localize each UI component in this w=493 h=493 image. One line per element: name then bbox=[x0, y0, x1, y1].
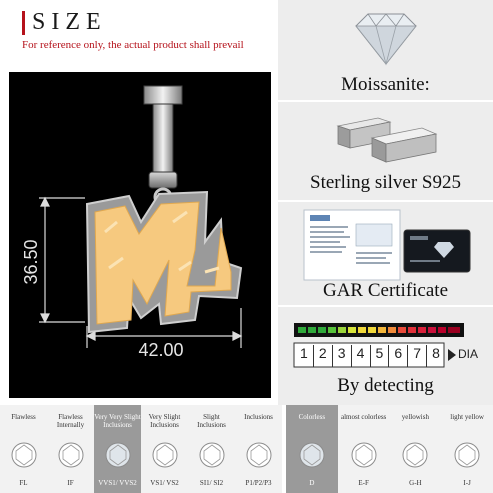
color-grade-title: Colorless bbox=[298, 413, 326, 421]
pendant-illustration bbox=[9, 72, 271, 398]
clarity-title: Slight Inclusions bbox=[197, 413, 226, 429]
features-column bbox=[278, 0, 493, 405]
tester-scale-mark: 5 bbox=[371, 345, 390, 367]
feature-label: Sterling silver S925 bbox=[310, 172, 461, 193]
pendant-body bbox=[87, 192, 241, 332]
height-dimension-label: 36.50 bbox=[21, 239, 41, 285]
color-grade-grade: I-J bbox=[463, 479, 471, 487]
tester-scale-mark: 6 bbox=[389, 345, 408, 367]
tester-scale-mark: 4 bbox=[352, 345, 371, 367]
tester-scale bbox=[295, 345, 445, 367]
tester-scale-mark: 8 bbox=[432, 345, 440, 361]
page-subtitle: For reference only, the actual product shall prevail bbox=[22, 39, 244, 51]
feature-silver bbox=[278, 102, 493, 200]
clarity-grade: IF bbox=[67, 479, 74, 487]
feature-tester bbox=[278, 307, 493, 405]
clarity-column bbox=[188, 405, 235, 493]
diamond-icon bbox=[346, 8, 426, 68]
certificate-icon bbox=[298, 208, 474, 282]
silver-bars-icon bbox=[326, 108, 446, 164]
clarity-grade: VS1/ VS2 bbox=[150, 479, 179, 487]
clarity-title: Very Very Slight Inclusions bbox=[94, 413, 141, 429]
pendant-bail bbox=[144, 86, 182, 205]
tester-led-bar bbox=[298, 327, 460, 333]
tester-scale-mark: 7 bbox=[408, 345, 427, 367]
diamond-top-icon bbox=[104, 441, 132, 469]
clarity-grade: VVS1/ VVS2 bbox=[98, 479, 137, 487]
clarity-grade: FL bbox=[19, 479, 28, 487]
diamond-top-icon bbox=[453, 441, 481, 469]
clarity-column bbox=[235, 405, 282, 493]
clarity-title: Flawless bbox=[11, 413, 36, 421]
product-image bbox=[9, 72, 271, 398]
color-grade-scale bbox=[286, 405, 493, 493]
diamond-top-icon bbox=[245, 441, 273, 469]
feature-certificate bbox=[278, 202, 493, 305]
clarity-title: Inclusions bbox=[244, 413, 273, 421]
clarity-column bbox=[141, 405, 188, 493]
clarity-title: Very Slight Inclusions bbox=[148, 413, 181, 429]
clarity-title: Flawless Internally bbox=[56, 413, 85, 429]
tester-scale-mark: 2 bbox=[314, 345, 333, 367]
width-dimension-label: 42.00 bbox=[138, 340, 184, 360]
color-grade-grade: E-F bbox=[358, 479, 369, 487]
color-grade-column bbox=[338, 405, 390, 493]
clarity-column bbox=[94, 405, 141, 493]
diamond-top-icon bbox=[350, 441, 378, 469]
color-grade-column bbox=[441, 405, 493, 493]
tester-dia-label: DIA bbox=[458, 347, 479, 361]
tester-scale-mark: 3 bbox=[333, 345, 352, 367]
diamond-top-icon bbox=[57, 441, 85, 469]
clarity-grade: SI1/ SI2 bbox=[199, 479, 224, 487]
clarity-grade: P1/P2/P3 bbox=[245, 479, 272, 487]
color-grade-grade: G-H bbox=[409, 479, 422, 487]
color-grade-column bbox=[286, 405, 338, 493]
diamond-top-icon bbox=[198, 441, 226, 469]
color-grade-title: almost colorless bbox=[340, 413, 387, 421]
feature-label: GAR Certificate bbox=[322, 280, 449, 301]
feature-label: By detecting bbox=[337, 375, 434, 396]
diamond-top-icon bbox=[401, 441, 429, 469]
feature-label: Moissanite: bbox=[341, 74, 430, 95]
clarity-column bbox=[47, 405, 94, 493]
color-grade-grade: D bbox=[309, 479, 315, 487]
color-grade-column bbox=[390, 405, 442, 493]
diamond-top-icon bbox=[298, 441, 326, 469]
diamond-top-icon bbox=[151, 441, 179, 469]
color-grade-title: light yellow bbox=[450, 413, 484, 421]
clarity-scale bbox=[0, 405, 282, 493]
feature-moissanite bbox=[278, 0, 493, 100]
tester-scale-mark: 1 bbox=[295, 345, 314, 367]
page-title: SIZE bbox=[32, 9, 107, 35]
color-grade-title: yellowish bbox=[401, 413, 429, 421]
diamond-top-icon bbox=[10, 441, 38, 469]
header-accent-bar bbox=[22, 11, 25, 35]
clarity-column bbox=[0, 405, 47, 493]
